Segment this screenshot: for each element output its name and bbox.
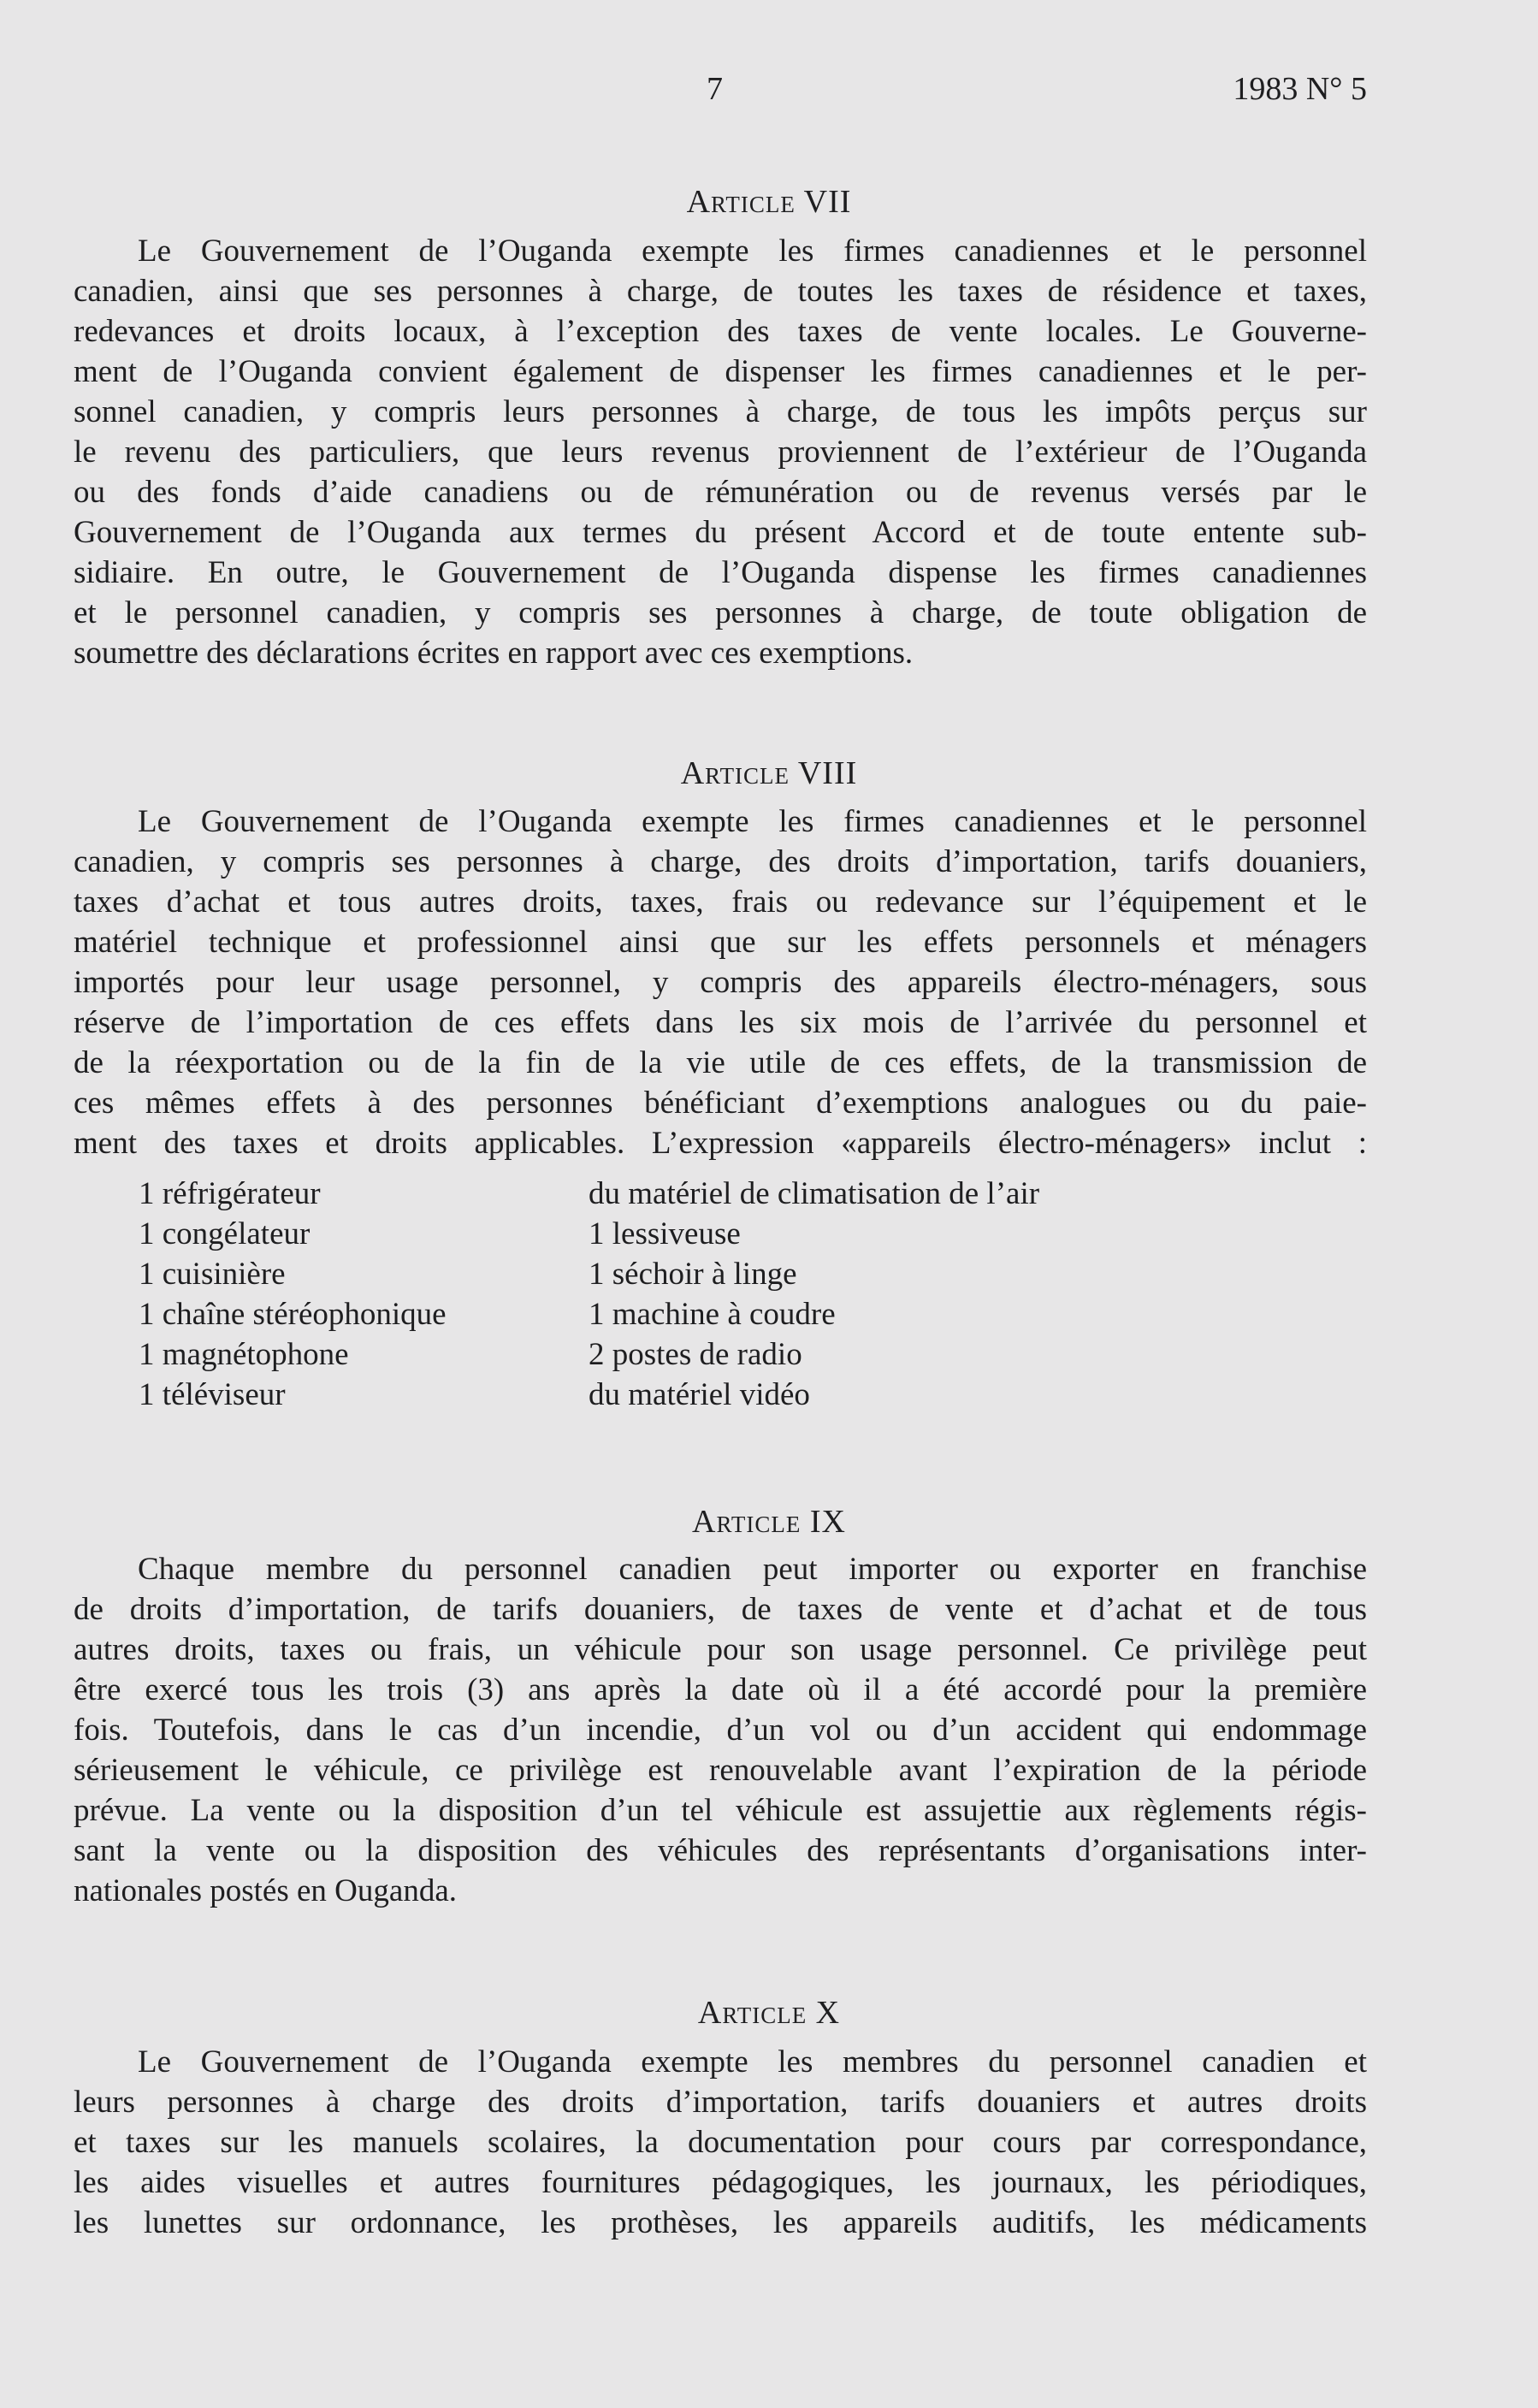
- appliance-item: du matériel de climatisation de l’air: [589, 1176, 1040, 1211]
- appliance-item: 1 cuisinière: [139, 1257, 286, 1292]
- paragraph-line: les aides visuelles et autres fournitures pédagogiques, les journaux, les périodiques,: [74, 2165, 1367, 2200]
- paragraph-line: autres droits, taxes ou frais, un véhicule pour son usage personnel. Ce privilège peut: [74, 1632, 1367, 1667]
- paragraph-line: réserve de l’importation de ces effets dans les six mois de l’arrivée du personnel et: [74, 1005, 1367, 1040]
- appliance-item: 1 machine à coudre: [589, 1297, 836, 1332]
- paragraph-line: fois. Toutefois, dans le cas d’un incendie, d’un vol ou d’un accident qui endommage: [74, 1713, 1367, 1748]
- paragraph-line: sant la vente ou la disposition des véhicules des représentants d’organisations inter-: [74, 1833, 1367, 1868]
- appliance-item: 1 lessiveuse: [589, 1216, 741, 1251]
- appliance-item: 1 magnétophone: [139, 1337, 349, 1372]
- appliance-item: 1 séchoir à linge: [589, 1257, 797, 1292]
- paragraph-line: nationales postés en Ouganda.: [74, 1873, 457, 1908]
- appliance-list: [139, 1174, 1102, 1415]
- paragraph-line: Chaque membre du personnel canadien peut importer ou exporter en franchise: [138, 1552, 1367, 1587]
- paragraph-line: sérieusement le véhicule, ce privilège est renouvelable avant l’expiration de la période: [74, 1753, 1367, 1788]
- paragraph-line: le revenu des particuliers, que leurs revenus proviennent de l’extérieur de l’Ouganda: [74, 435, 1367, 470]
- journal-reference: 1983 N° 5: [1233, 71, 1367, 107]
- paragraph-line: ment de l’Ouganda convient également de dispenser les firmes canadiennes et le per-: [74, 354, 1367, 389]
- paragraph-line: Le Gouvernement de l’Ouganda exempte les firmes canadiennes et le personnel: [138, 804, 1367, 839]
- appliance-item: 1 chaîne stéréophonique: [139, 1297, 447, 1332]
- page-number: 7: [707, 71, 723, 107]
- paragraph-line: et taxes sur les manuels scolaires, la documentation pour cours par correspondance,: [74, 2125, 1367, 2160]
- paragraph-line: ment des taxes et droits applicables. L’expression «appareils électro-ménagers» inclut :: [74, 1126, 1367, 1161]
- paragraph-line: canadien, ainsi que ses personnes à charge, de toutes les taxes de résidence et taxes,: [74, 274, 1367, 309]
- paragraph-line: taxes d’achat et tous autres droits, taxes, frais ou redevance sur l’équipement et le: [74, 885, 1367, 920]
- appliance-row: [139, 1375, 1102, 1415]
- paragraph-line: leurs personnes à charge des droits d’importation, tarifs douaniers et autres droits: [74, 2085, 1367, 2120]
- paragraph-line: de droits d’importation, de tarifs douaniers, de taxes de vente et d’achat et de tous: [74, 1592, 1367, 1627]
- paragraph-line: ou des fonds d’aide canadiens ou de rémunération ou de revenus versés par le: [74, 475, 1367, 510]
- paragraph-line: ces mêmes effets à des personnes bénéficiant d’exemptions analogues ou du paie-: [74, 1086, 1367, 1121]
- paragraph-line: Le Gouvernement de l’Ouganda exempte les firmes canadiennes et le personnel: [138, 234, 1367, 269]
- paragraph-line: Gouvernement de l’Ouganda aux termes du présent Accord et de toute entente sub-: [74, 515, 1367, 550]
- article-viii-text: [74, 802, 1367, 1163]
- article-ix-heading: Article IX: [692, 1504, 846, 1540]
- paragraph-line: les lunettes sur ordonnance, les prothèses, les appareils auditifs, les médicaments: [74, 2205, 1367, 2240]
- paragraph-line: de la réexportation ou de la fin de la vie utile de ces effets, de la transmission de: [74, 1045, 1367, 1080]
- article-viii-heading: Article VIII: [680, 755, 858, 791]
- page-header: [0, 70, 1538, 113]
- appliance-item: 1 téléviseur: [139, 1377, 286, 1412]
- paragraph-line: et le personnel canadien, y compris ses personnes à charge, de toute obligation de: [74, 595, 1367, 630]
- paragraph-line: Le Gouvernement de l’Ouganda exempte les membres du personnel canadien et: [138, 2044, 1367, 2080]
- appliance-item: 1 réfrigérateur: [139, 1176, 321, 1211]
- paragraph-line: importés pour leur usage personnel, y compris des appareils électro-ménagers, sous: [74, 965, 1367, 1000]
- article-x-text: [74, 2042, 1367, 2243]
- paragraph-line: soumettre des déclarations écrites en rapport avec ces exemptions.: [74, 636, 914, 671]
- article-ix-text: [74, 1549, 1367, 1911]
- appliance-item: 2 postes de radio: [589, 1337, 802, 1372]
- appliance-row: [139, 1334, 1102, 1375]
- article-vii-heading: Article VII: [686, 184, 852, 220]
- paragraph-line: matériel technique et professionnel ainsi que sur les effets personnels et ménagers: [74, 925, 1367, 960]
- article-vii-text: [74, 231, 1367, 673]
- article-x-heading: Article X: [697, 1995, 841, 2031]
- paragraph-line: sidiaire. En outre, le Gouvernement de l’Ouganda dispense les firmes canadiennes: [74, 555, 1367, 590]
- paragraph-line: sonnel canadien, y compris leurs personnes à charge, de tous les impôts perçus sur: [74, 394, 1367, 429]
- appliance-item: 1 congélateur: [139, 1216, 311, 1251]
- paragraph-line: canadien, y compris ses personnes à charge, des droits d’importation, tarifs douaniers,: [74, 844, 1367, 879]
- appliance-row: [139, 1214, 1102, 1254]
- appliance-row: [139, 1294, 1102, 1334]
- paragraph-line: être exercé tous les trois (3) ans après la date où il a été accordé pour la première: [74, 1672, 1367, 1707]
- appliance-item: du matériel vidéo: [589, 1377, 810, 1412]
- paragraph-line: redevances et droits locaux, à l’exception des taxes de vente locales. Le Gouverne-: [74, 314, 1367, 349]
- appliance-row: [139, 1174, 1102, 1214]
- paragraph-line: prévue. La vente ou la disposition d’un tel véhicule est assujettie aux règlements régis-: [74, 1793, 1367, 1828]
- appliance-row: [139, 1254, 1102, 1294]
